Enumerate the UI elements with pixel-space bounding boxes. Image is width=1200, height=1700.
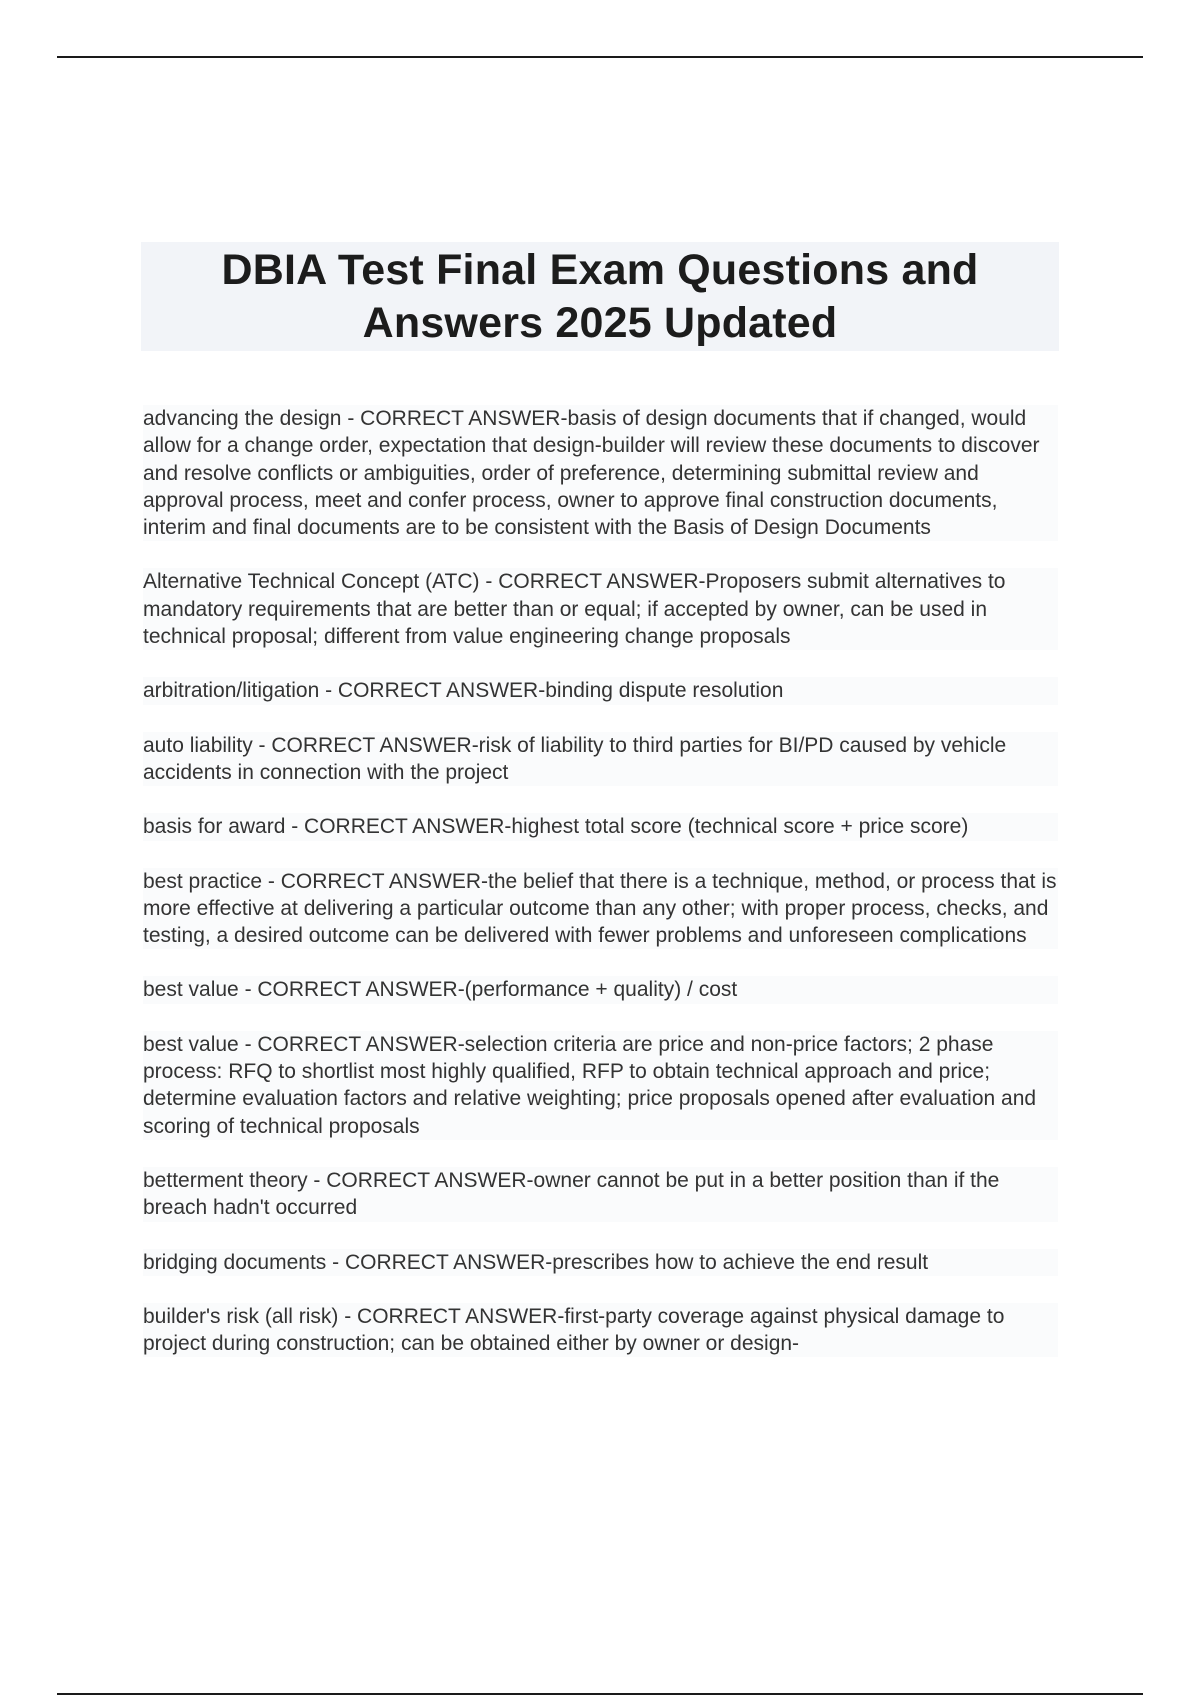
- qa-entry: builder's risk (all risk) - CORRECT ANSWER-first-party coverage against physical damage to project during construction; can be obtained either by owner or design-: [143, 1303, 1058, 1358]
- qa-entry: Alternative Technical Concept (ATC) - CORRECT ANSWER-Proposers submit alternatives to mandatory requirements that are better than or equal; if accepted by owner, can be used in technical proposal; different from value engineering change proposals: [143, 568, 1058, 650]
- qa-entry: best value - CORRECT ANSWER-(performance + quality) / cost: [143, 976, 1058, 1003]
- qa-entry: betterment theory - CORRECT ANSWER-owner cannot be put in a better position than if the breach hadn't occurred: [143, 1167, 1058, 1222]
- footer-rule: [57, 1693, 1143, 1695]
- title-line-1: DBIA Test Final Exam Questions and: [221, 245, 979, 294]
- title-banner: [141, 242, 1059, 351]
- qa-entry: advancing the design - CORRECT ANSWER-basis of design documents that if changed, would allow for a change order, expectation that design-builder will review these documents to discover and resolve conflicts or ambiguities, order of preference, determining submittal review and approval process, meet and confer process, owner to approve final construction documents, interim and final documents are to be consistent with the Basis of Design Documents: [143, 405, 1058, 541]
- document-title: [221, 244, 978, 350]
- qa-entry: basis for award - CORRECT ANSWER-highest total score (technical score + price score): [143, 813, 1058, 840]
- qa-entry: arbitration/litigation - CORRECT ANSWER-binding dispute resolution: [143, 677, 1058, 704]
- qa-entry: auto liability - CORRECT ANSWER-risk of liability to third parties for BI/PD caused by vehicle accidents in connection with the project: [143, 732, 1058, 787]
- qa-entry: best practice - CORRECT ANSWER-the belief that there is a technique, method, or process that is more effective at delivering a particular outcome than any other; with proper process, checks, and testing, a desired outcome can be delivered with fewer problems and unforeseen complications: [143, 868, 1058, 950]
- qa-entry: bridging documents - CORRECT ANSWER-prescribes how to achieve the end result: [143, 1249, 1058, 1276]
- qa-entry: best value - CORRECT ANSWER-selection criteria are price and non-price factors; 2 phase process: RFQ to shortlist most highly qualified, RFP to obtain technical approach and price; determine evaluation factors and relative weighting; price proposals opened after evaluation and scoring of technical proposals: [143, 1031, 1058, 1140]
- qa-list: [143, 405, 1058, 1384]
- title-line-2: Answers 2025 Updated: [362, 298, 838, 347]
